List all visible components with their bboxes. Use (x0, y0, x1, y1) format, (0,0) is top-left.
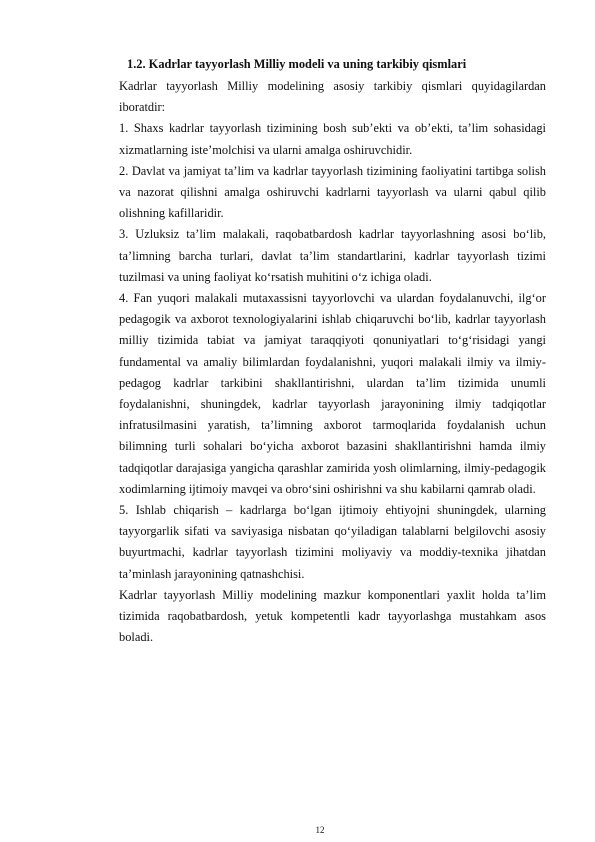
section-title: 1.2. Kadrlar tayyorlash Milliy modeli va uning tarkibiy qismlari (127, 57, 467, 71)
paragraph-item-4: 4. Fan yuqori malakali mutaxassisni tayyorlovchi va ulardan foydalanuvchi, ilg‘or pedagogik va axborot texnologiyalarini ishlab chiqaruvchi bo‘lib, kadrlar tayyorlash milliy tizimida tabiat va jamiyat taraqqiyoti qonuniyatlari to‘g‘risidagi yangi fundamental va amaliy bilimlardan foydalanishni, yuqori malakali ilmiy va ilmiy-pedagog kadrlar tarkibini shakllantirishni, ulardan ta’lim tizimida unumli foydalanishni, shuningdek, kadrlar tayyorlash jarayonining ilmiy tadqiqotlar infratusilmasini yaratish, ta’limning axborot tarmoqlarida foydalanish uchun bilimning turli sohalari bo‘yicha axborot bazasini shakllantirishni hamda ilmiy tadqiqotlar darajasiga yangicha qarashlar zamirida yosh olimlarning, ilmiy-pedagogik xodimlarning ijtimoiy mavqei va obro‘sini oshirishni va shu kabilarni qamrab oladi. (119, 291, 546, 496)
paragraph-item-3: 3. Uzluksiz ta’lim malakali, raqobatbardosh kadrlar tayyorlashning asosi bo‘lib, ta’limning barcha turlari, davlat ta’lim standartlarini, kadrlar tayyorlash tizimi tuzilmasi va uning faoliyat ko‘rsatish muhitini o‘z ichiga oladi. (119, 227, 546, 284)
paragraph-item-5: 5. Ishlab chiqarish – kadrlarga bo‘lgan ijtimoiy ehtiyojni shuningdek, ularning tayyorgarlik sifati va saviyasiga nisbatan qo‘yiladigan talablarni belgilovchi asosiy buyurtmachi, kadrlar tayyorlash tizimini moliyaviy va moddiy-texnika jihatdan ta’minlash jarayonining qatnashchisi. (119, 503, 546, 581)
paragraph-intro: Kadrlar tayyorlash Milliy modelining asosiy tarkibiy qismlari quyidagilardan iboratdir: (119, 79, 546, 115)
page-number: 12 (315, 825, 325, 835)
paragraph-item-1: 1. Shaxs kadrlar tayyorlash tizimining bosh sub’ekti va ob’ekti, ta’lim sohasidagi xizmatlarning iste’molchisi va ularni amalga oshiruvchidir. (119, 121, 546, 157)
document-body (119, 76, 546, 648)
paragraph-item-2: 2. Davlat va jamiyat ta’lim va kadrlar tayyorlash tizimining faoliyatini tartibga solish va nazorat qilishni amalga oshiruvchi kadrlarni tayyorlash va ularni qabul qilib olishning kafillaridir. (119, 163, 546, 221)
paragraph-conclusion: Kadrlar tayyorlash Milliy modelining mazkur komponentlari yaxlit holda ta’lim tizimida raqobatbardosh, yetuk kompetentli kadr tayyorlashga mustahkam asos boladi. (119, 587, 546, 645)
